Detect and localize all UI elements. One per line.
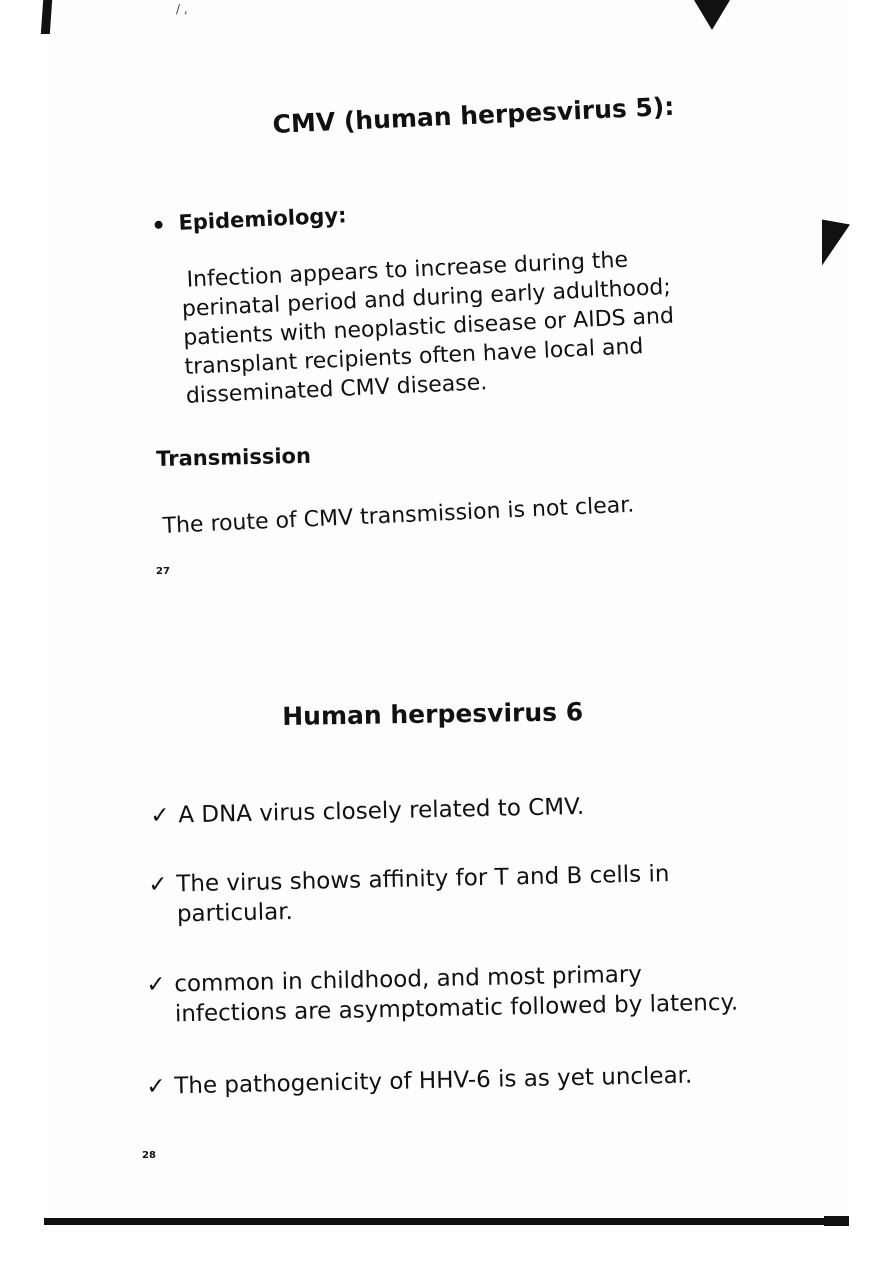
scan-side-mark [822,220,850,271]
check-item-text: The virus shows affinity for T and B cells in particular. [176,861,670,928]
epidemiology-paragraph: Infection appears to increase during the perinatal period and during early adulthood; patients with neoplastic disease or AIDS and transplant recipients often have local and disseminated CMV disease. [181,247,675,409]
page-bottom-edge [44,1218,827,1225]
check-icon: ✓ [148,871,168,898]
scanned-page [44,0,849,1226]
pen-scribble: / , [176,2,188,16]
epidemiology-heading-text: Epidemiology: [177,203,348,235]
slide-title-hhv6: Human herpesvirus 6 [282,697,584,731]
transmission-paragraph: The route of CMV transmission is not clear. [162,492,635,539]
scan-corner-mark [694,0,730,30]
slide-title-cmv: CMV (human herpesvirus 5): [272,91,675,139]
check-item-text: The pathogenicity of HHV-6 is as yet unclear. [174,1062,693,1100]
page-bottom-edge-end [824,1216,849,1226]
check-icon: ✓ [150,802,170,829]
check-icon: ✓ [146,971,166,998]
check-item-text: A DNA virus closely related to CMV. [178,793,585,829]
page-number-28: 28 [142,1150,156,1161]
check-item-text: common in childhood, and most primary infections are asymptomatic followed by latency. [174,961,739,1028]
page-number-27: 27 [156,566,170,577]
bullet-icon [154,221,162,229]
check-icon: ✓ [146,1073,166,1100]
transmission-heading: Transmission [156,443,312,471]
